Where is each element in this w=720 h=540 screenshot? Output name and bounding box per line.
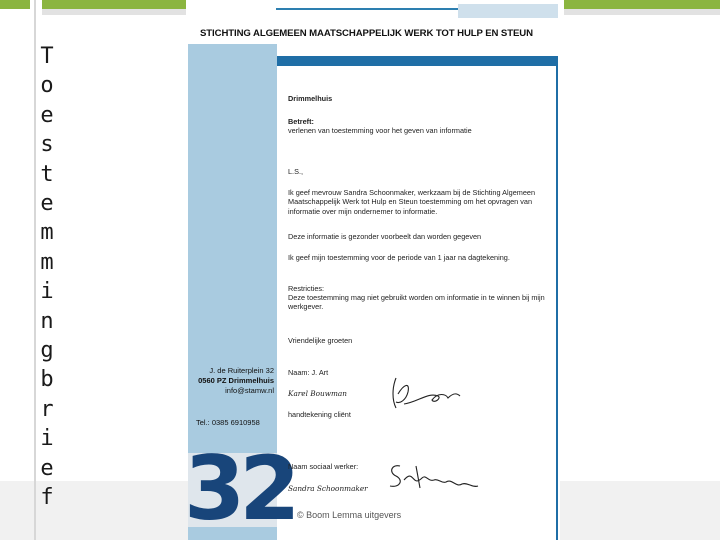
address-email: info@stamw.nl [225, 386, 274, 395]
vertical-slide-title: T o e s t e m m i n g b r i e f [40, 44, 54, 511]
social-worker-name-handwritten: Sandra Schoonmaker [288, 484, 368, 493]
top-accent-bar-left [0, 0, 30, 9]
paragraph-consent: Ik geef mevrouw Sandra Schoonmaker, werkzaam bij de Stichting Algemeen Maatschappelijk Werk tot Hulp en Steun toestemming om het opvragen van informatie over mijn ondernemer to informatie. [288, 188, 536, 216]
letter-header-bar [277, 56, 558, 66]
client-signature [388, 374, 468, 414]
consent-letter [184, 0, 560, 540]
salutation: L.S., [288, 167, 304, 176]
sender-phone: Tel.: 0385 6910958 [196, 418, 260, 427]
house-number-photo [184, 437, 295, 540]
recipient: Drimmelhuis [288, 94, 333, 103]
subject-label: Betreft: [288, 117, 314, 126]
client-name-label: Naam: J. Art [288, 368, 329, 377]
subject-text: verlenen van toestemming voor het geven van informatie [288, 126, 472, 135]
letter-top-box [458, 4, 558, 18]
client-signature-label: handtekening cliënt [288, 410, 351, 419]
house-number: 32 [184, 437, 295, 540]
sender-address [192, 366, 274, 396]
accent-bar-shadow-right [564, 9, 720, 15]
client-name-handwritten: Karel Bouwman [288, 389, 347, 398]
paragraph-info: Deze informatie is gezonder voorbeelt dan worden gegeven [288, 232, 482, 241]
top-accent-bar-right [564, 0, 720, 9]
organization-name: STICHTING ALGEMEEN MAATSCHAPPELIJK WERK TOT HULP EN STEUN [200, 28, 533, 39]
top-accent-bar-middle [42, 0, 186, 9]
paragraph-period: Ik geef mijn toestemming voor de periode van 1 jaar na dagtekening. [288, 253, 510, 262]
restrictions-text: Deze toestemming mag niet gebruikt worden om informatie in te winnen bij mijn werkgever. [288, 293, 545, 312]
restrictions-label: Restricties: [288, 284, 325, 293]
address-street: J. de Ruiterplein 32 [209, 366, 274, 375]
closing: Vriendelijke groeten [288, 336, 353, 345]
copyright-footer: © Boom Lemma uitgevers [297, 510, 402, 520]
address-city: 0560 PZ Drimmelhuis [198, 376, 274, 385]
social-worker-name-label: Naam sociaal werker: [288, 462, 359, 471]
accent-bar-shadow [42, 9, 186, 15]
social-worker-signature [386, 458, 486, 498]
